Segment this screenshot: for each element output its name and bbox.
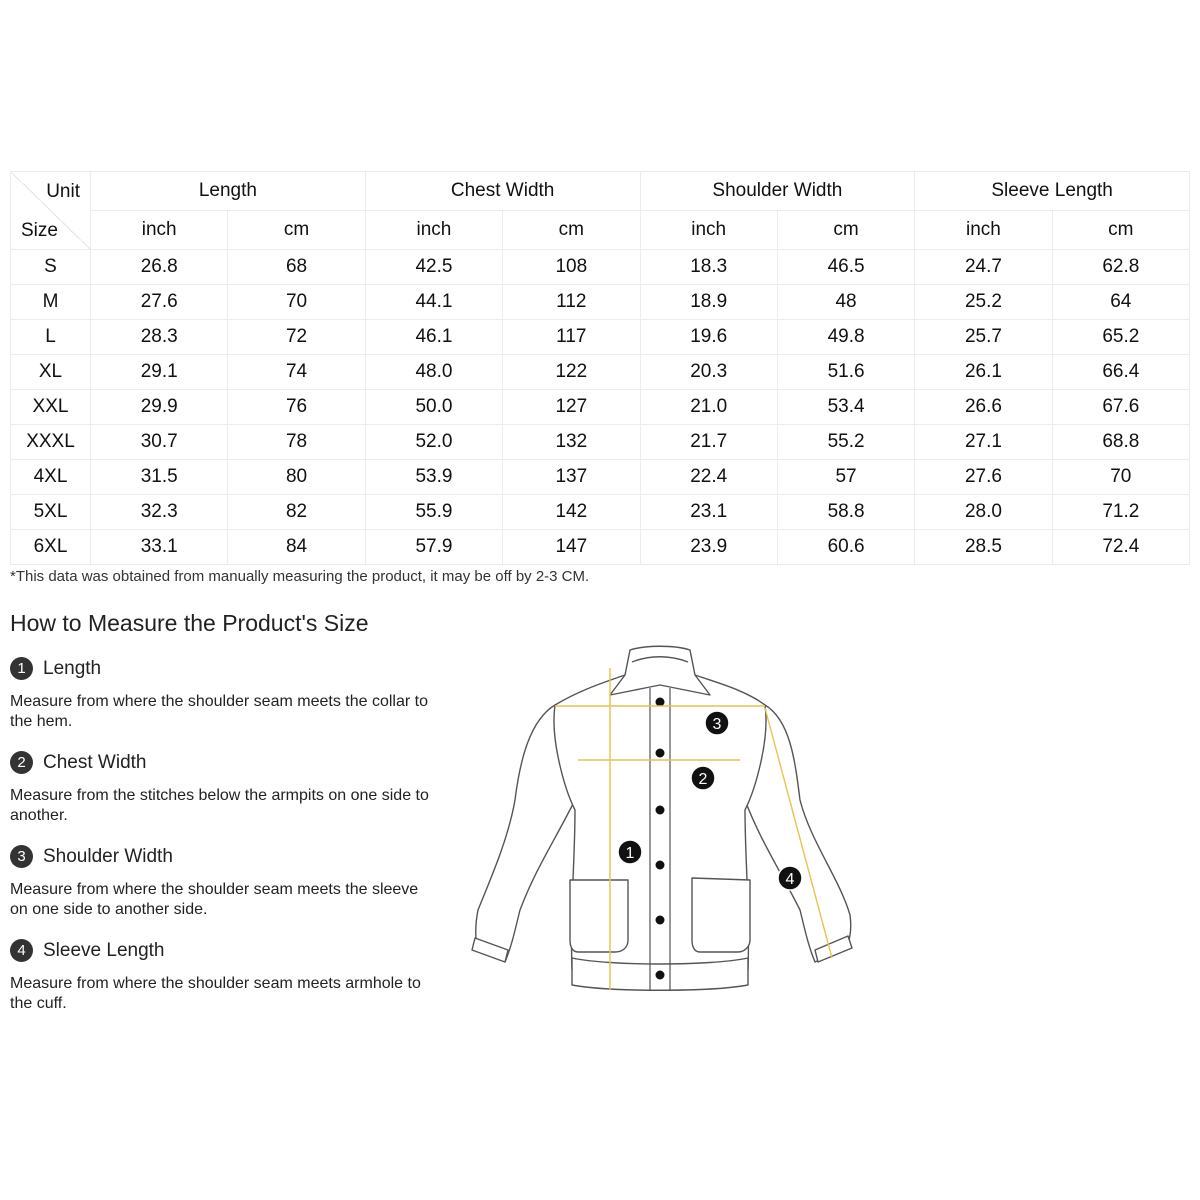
measurement-cell: 67.6 (1052, 390, 1189, 425)
measurement-cell: 42.5 (365, 250, 502, 285)
marker-number: 4 (785, 871, 795, 888)
measurement-cell: 29.9 (91, 390, 228, 425)
size-cell: XL (11, 355, 91, 390)
size-cell: XXXL (11, 425, 91, 460)
marker-number: 2 (698, 771, 708, 788)
measurement-cell: 49.8 (777, 320, 914, 355)
measurement-cell: 44.1 (365, 285, 502, 320)
marker-1 (618, 840, 642, 864)
measurement-cell: 66.4 (1052, 355, 1189, 390)
right-pocket (692, 878, 750, 952)
measurement-note: *This data was obtained from manually measuring the product, it may be off by 2-3 CM. (10, 568, 590, 585)
step-length (10, 657, 430, 732)
measurement-cell: 62.8 (1052, 250, 1189, 285)
measurement-cell: 22.4 (640, 460, 777, 495)
group-header-chest-width: Chest Width (365, 172, 640, 211)
measurement-cell: 30.7 (91, 425, 228, 460)
measurement-cell: 27.6 (91, 285, 228, 320)
step-number-badge: 1 (10, 657, 33, 680)
step-number-badge: 2 (10, 751, 33, 774)
measurement-cell: 82 (228, 495, 365, 530)
marker-number: 1 (625, 845, 635, 862)
measurement-cell: 78 (228, 425, 365, 460)
measurement-cell: 25.2 (915, 285, 1052, 320)
size-cell: XXL (11, 390, 91, 425)
measurement-cell: 55.2 (777, 425, 914, 460)
button (656, 806, 665, 815)
measurement-cell: 28.3 (91, 320, 228, 355)
measurement-cell: 19.6 (640, 320, 777, 355)
measurement-cell: 71.2 (1052, 495, 1189, 530)
measurement-cell: 50.0 (365, 390, 502, 425)
button (656, 861, 665, 870)
measurement-cell: 60.6 (777, 530, 914, 565)
table-body (11, 250, 1190, 565)
unit-header: cm (1052, 211, 1189, 250)
measurement-cell: 32.3 (91, 495, 228, 530)
measurement-cell: 84 (228, 530, 365, 565)
measurement-cell: 27.6 (915, 460, 1052, 495)
measurement-cell: 117 (503, 320, 640, 355)
measurement-cell: 18.3 (640, 250, 777, 285)
measurement-cell: 46.1 (365, 320, 502, 355)
group-header-sleeve-length: Sleeve Length (915, 172, 1190, 211)
size-table (10, 171, 1190, 565)
measurement-cell: 58.8 (777, 495, 914, 530)
table-row (11, 425, 1190, 460)
table-row (11, 530, 1190, 565)
measurement-cell: 70 (1052, 460, 1189, 495)
step-title: Shoulder Width (43, 845, 173, 867)
measurement-cell: 74 (228, 355, 365, 390)
measurement-cell: 76 (228, 390, 365, 425)
measurement-cell: 147 (503, 530, 640, 565)
unit-header: cm (228, 211, 365, 250)
left-pocket (570, 880, 628, 952)
measurement-cell: 25.7 (915, 320, 1052, 355)
step-description: Measure from the stitches below the armpits on one side to another. (10, 787, 429, 824)
how-to-title: How to Measure the Product's Size (10, 610, 369, 636)
measurement-cell: 21.7 (640, 425, 777, 460)
measurement-cell: 31.5 (91, 460, 228, 495)
measurement-cell: 142 (503, 495, 640, 530)
button (656, 749, 665, 758)
measurement-cell: 27.1 (915, 425, 1052, 460)
size-cell: 6XL (11, 530, 91, 565)
button (656, 698, 665, 707)
marker-4 (778, 866, 802, 890)
unit-label: Unit (46, 181, 80, 202)
measurement-cell: 33.1 (91, 530, 228, 565)
unit-header: cm (777, 211, 914, 250)
marker-number: 3 (712, 716, 722, 733)
measurement-cell: 21.0 (640, 390, 777, 425)
measurement-cell: 26.8 (91, 250, 228, 285)
step-title: Length (43, 657, 102, 679)
measurement-cell: 72 (228, 320, 365, 355)
measurement-cell: 29.1 (91, 355, 228, 390)
measurement-cell: 26.6 (915, 390, 1052, 425)
marker-2 (691, 766, 715, 790)
measurement-cell: 68 (228, 250, 365, 285)
measurement-cell: 57 (777, 460, 914, 495)
measurement-cell: 132 (503, 425, 640, 460)
step-title: Sleeve Length (43, 939, 165, 961)
size-cell: S (11, 250, 91, 285)
unit-header-row (11, 211, 1190, 250)
size-cell: L (11, 320, 91, 355)
size-cell: M (11, 285, 91, 320)
unit-size-corner-cell (11, 172, 91, 250)
unit-header: inch (915, 211, 1052, 250)
table-row (11, 460, 1190, 495)
measurement-cell: 24.7 (915, 250, 1052, 285)
measurement-cell: 53.4 (777, 390, 914, 425)
step-title: Chest Width (43, 751, 147, 773)
step-shoulder-width (10, 845, 430, 920)
size-cell: 5XL (11, 495, 91, 530)
measurement-cell: 23.9 (640, 530, 777, 565)
measurement-cell: 46.5 (777, 250, 914, 285)
step-sleeve-length (10, 939, 430, 1014)
measurement-cell: 68.8 (1052, 425, 1189, 460)
measurement-cell: 52.0 (365, 425, 502, 460)
jacket-diagram (460, 640, 860, 1000)
table-row (11, 250, 1190, 285)
marker-3 (705, 711, 729, 735)
unit-header: inch (91, 211, 228, 250)
step-number-badge: 3 (10, 845, 33, 868)
step-description: Measure from where the shoulder seam meets the collar to the hem. (10, 693, 428, 730)
step-chest-width (10, 751, 430, 826)
unit-header: inch (640, 211, 777, 250)
measurement-cell: 57.9 (365, 530, 502, 565)
unit-header: inch (365, 211, 502, 250)
size-cell: 4XL (11, 460, 91, 495)
measurement-cell: 70 (228, 285, 365, 320)
measurement-cell: 64 (1052, 285, 1189, 320)
step-description: Measure from where the shoulder seam meets armhole to the cuff. (10, 975, 421, 1012)
table-row (11, 390, 1190, 425)
measurement-cell: 53.9 (365, 460, 502, 495)
measurement-cell: 48.0 (365, 355, 502, 390)
unit-header: cm (503, 211, 640, 250)
button (656, 971, 665, 980)
measurement-cell: 48 (777, 285, 914, 320)
measurement-cell: 18.9 (640, 285, 777, 320)
group-header-shoulder-width: Shoulder Width (640, 172, 915, 211)
table-row (11, 320, 1190, 355)
measurement-cell: 137 (503, 460, 640, 495)
table-row (11, 355, 1190, 390)
measurement-cell: 26.1 (915, 355, 1052, 390)
measurement-cell: 20.3 (640, 355, 777, 390)
table-row (11, 495, 1190, 530)
measurement-cell: 72.4 (1052, 530, 1189, 565)
group-header-length: Length (91, 172, 366, 211)
measurement-cell: 112 (503, 285, 640, 320)
measurement-cell: 108 (503, 250, 640, 285)
measurement-cell: 28.0 (915, 495, 1052, 530)
measurement-cell: 51.6 (777, 355, 914, 390)
measurement-cell: 122 (503, 355, 640, 390)
button (656, 916, 665, 925)
measurement-cell: 23.1 (640, 495, 777, 530)
measurement-cell: 65.2 (1052, 320, 1189, 355)
measurement-cell: 80 (228, 460, 365, 495)
step-number-badge: 4 (10, 939, 33, 962)
measurement-cell: 55.9 (365, 495, 502, 530)
size-label: Size (21, 220, 58, 241)
table-row (11, 285, 1190, 320)
step-description: Measure from where the shoulder seam meets the sleeve on one side to another side. (10, 881, 419, 918)
measurement-cell: 127 (503, 390, 640, 425)
group-header-row (11, 172, 1190, 211)
measurement-cell: 28.5 (915, 530, 1052, 565)
